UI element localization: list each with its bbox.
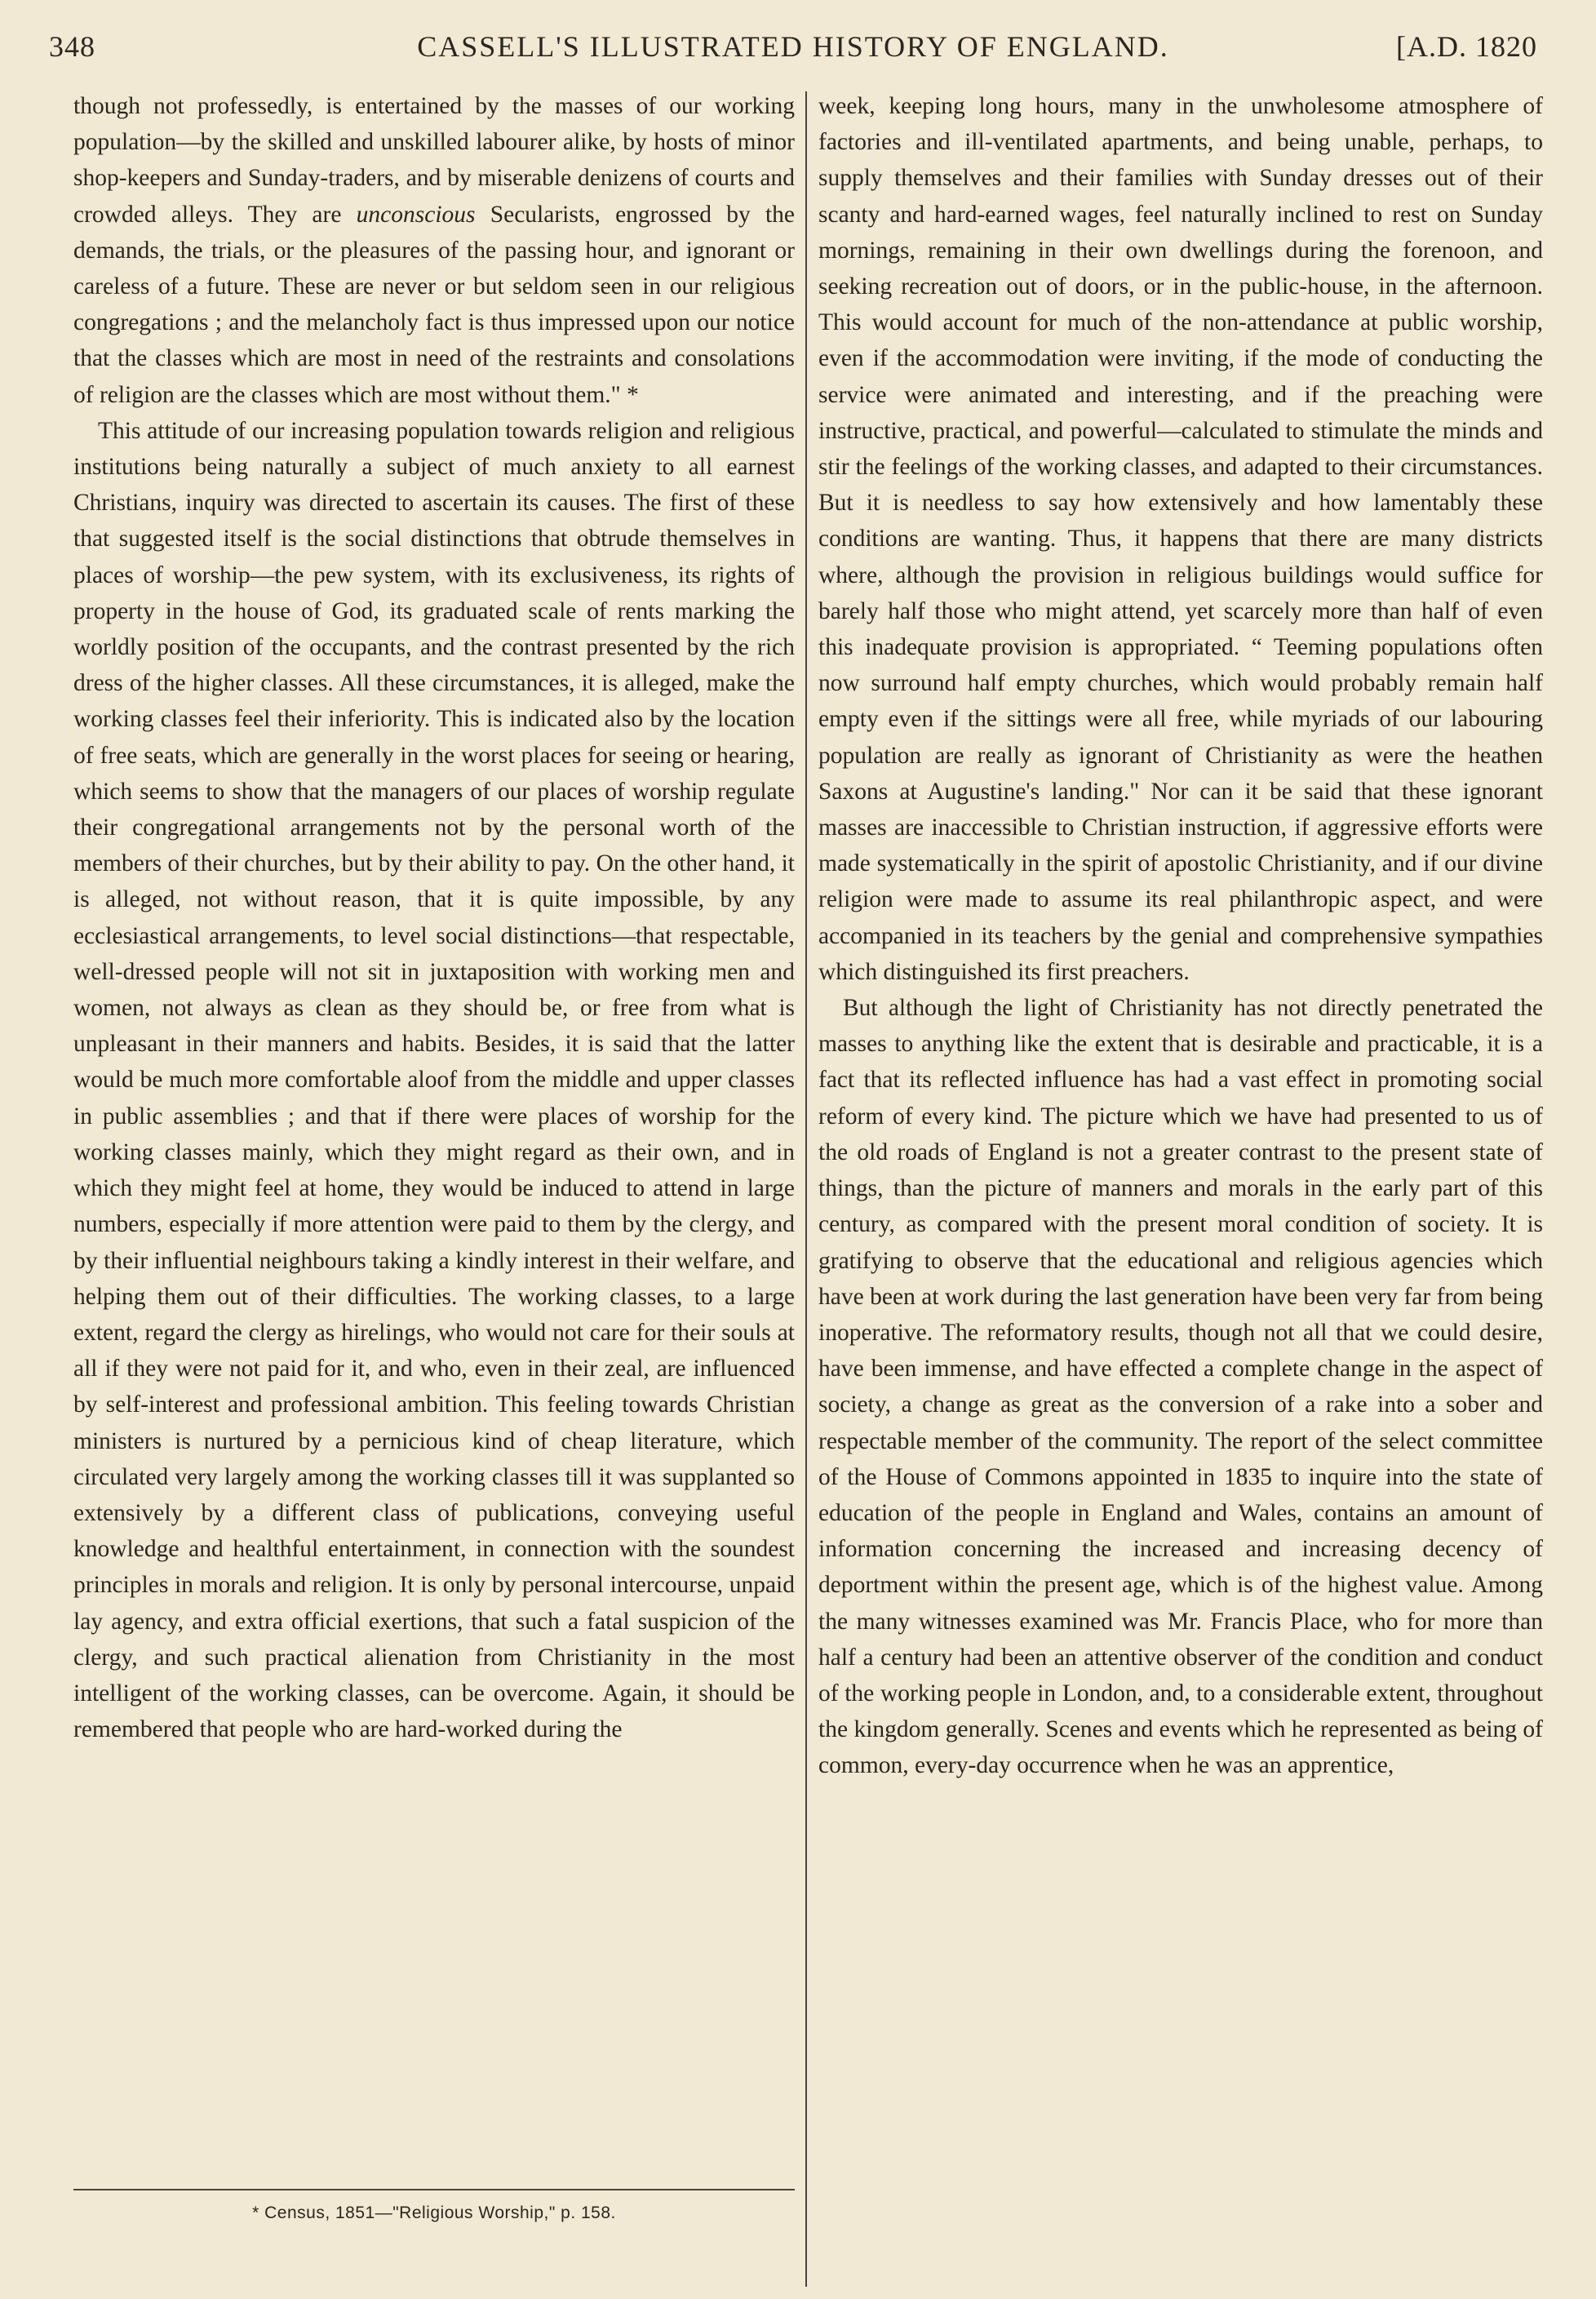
date-marker: [A.D. 1820 [1396,30,1537,63]
paragraph: This attitude of our increasing population towards religion and religious institutions being naturally a subject of much anxiety to all earnest Christians, inquiry was directed to ascertain its causes. The first of these that suggested itself is the social distinctions that obtrude themselves in places of worship—the pew system, with its exclusiveness, its rights of property in the house of God, its graduated scale of rents marking the worldly position of the occupants, and the contrast presented by the rich dress of the higher classes. All these circumstances, it is alleged, make the working classes feel their inferiority. This is indicated also by the location of free seats, which are generally in the worst places for seeing or hearing, which seems to show that the managers of our places of worship regulate their congregational arrangements not by the personal worth of the members of their churches, but by their ability to pay. On the other hand, it is alleged, not without reason, that it is quite impossible, by any ecclesiastical arrangements, to level social distinctions—that respectable, well-dressed people will not sit in juxtaposition with working men and women, not always as clean as they should be, or free from what is unpleasant in their manners and habits. Besides, it is said that the latter would be much more comfortable aloof from the middle and upper classes in public assemblies ; and that if there were places of worship for the working classes mainly, which they might regard as their own, and in which they might feel at home, they would be induced to attend in large numbers, especially if more attention were paid to them by the clergy, and by their influential neighbours taking a kindly interest in their welfare, and helping them out of their difficulties. The working classes, to a large extent, regard the clergy as hirelings, who would not care for their souls at all if they were not paid for it, and who, even in their zeal, are influenced by self-interest and professional ambition. This feeling towards Christian ministers is nurtured by a pernicious kind of cheap literature, which circulated very largely among the working classes till it was supplanted so extensively by a different class of publications, conveying useful knowledge and healthful entertainment, in connection with the soundest principles in morals and religion. It is only by personal intercourse, unpaid lay agency, and extra official exertions, that such a fatal suspicion of the clergy, and such practical alienation from Christianity in the most intelligent of the working classes, can be overcome. Again, it should be remembered that people who are hard-worked during the [73,417,795,1743]
column-divider [805,91,807,2287]
paragraph: But although the light of Christianity has not directly penetrated the masses to anything like the extent that is desirable and practicable, it is a fact that its reflected influence has had a vast effect in promoting social reform of every kind. The picture which we have had presented to us of the old roads of England is not a greater contrast to the present state of things, than the picture of manners and morals in the early part of this century, as compared with the present moral condition of society. It is gratifying to observe that the educational and religious agencies which have been at work during the last generation have been very far from being inoperative. The reformatory results, though not all that we could desire, have been immense, and have effected a complete change in the aspect of society, a change as great as the conversion of a rake into a sober and respectable member of the community. The report of the select committee of the House of Commons appointed in 1835 to inquire into the state of education of the people in England and Wales, contains an amount of information concerning the increased and increasing decency of deportment within the present age, which is of the highest value. Among the many witnesses examined was Mr. Francis Place, who for more than half a century had been an attentive observer of the condition and conduct of the working people in London, and, to a considerable extent, throughout the kingdom generally. Scenes and events which he represented as being of common, every-day occurrence when he was an apprentice, [818,995,1543,1779]
left-column [73,88,795,1747]
emphasis-text: unconscious [356,201,476,228]
text-run: Secularists, engrossed by the demands, the trials, or the pleasures of the passing hour, and ignorant or careless of a future. These are never or but seldom seen in our religious congregations ; and the melancholy fact is thus impressed upon our notice that the classes which are most in need of the restraints and consolations of religion are the classes which are most without them." * [73,201,795,408]
right-column [818,88,1543,1784]
text-run: though not professedly, is entertained by the masses of our working population—by the skilled and unskilled labourer alike, by hosts of minor shop-keepers and Sunday-traders, and by miserable denizens of courts and crowded alleys. They are [73,93,795,228]
paragraph: week, keeping long hours, many in the unwholesome atmosphere of factories and ill-ventilated apartments, and being unable, perhaps, to supply themselves and their families with Sunday dresses out of their scanty and hard-earned wages, feel naturally inclined to rest on Sunday mornings, remaining in their own dwellings during the forenoon, and seeking recreation out of doors, or in the public-house, in the afternoon. This would account for much of the non-attendance at public worship, even if the accommodation were inviting, if the mode of conducting the service were animated and interesting, and if the preaching were instructive, practical, and powerful—calculated to stimulate the minds and stir the feelings of the working classes, and adapted to their circumstances. But it is needless to say how extensively and how lamentably these conditions are wanting. Thus, it happens that there are many districts where, although the provision in religious buildings would suffice for barely half those who might attend, yet scarcely more than half of even this inadequate provision is appropriated. “ Teeming populations often now surround half empty churches, which would probably remain half empty even if the sittings were all free, while myriads of our labouring population are really as ignorant of Christianity as were the heathen Saxons at Augustine's landing." Nor can it be said that these ignorant masses are inaccessible to Christian instruction, if aggressive efforts were made systematically in the spirit of apostolic Christianity, and if our divine religion were made to assume its real philanthropic aspect, and were accompanied in its teachers by the genial and comprehensive sympathies which distinguished its first preachers. [818,93,1543,985]
paragraph [73,88,795,413]
running-head [49,29,1537,75]
footnote-rule [73,2189,795,2190]
page-title: CASSELL'S ILLUSTRATED HISTORY OF ENGLAND. [417,30,1169,63]
page-number: 348 [49,30,95,63]
footnote: * Census, 1851—"Religious Worship," p. 158. [252,2204,616,2222]
